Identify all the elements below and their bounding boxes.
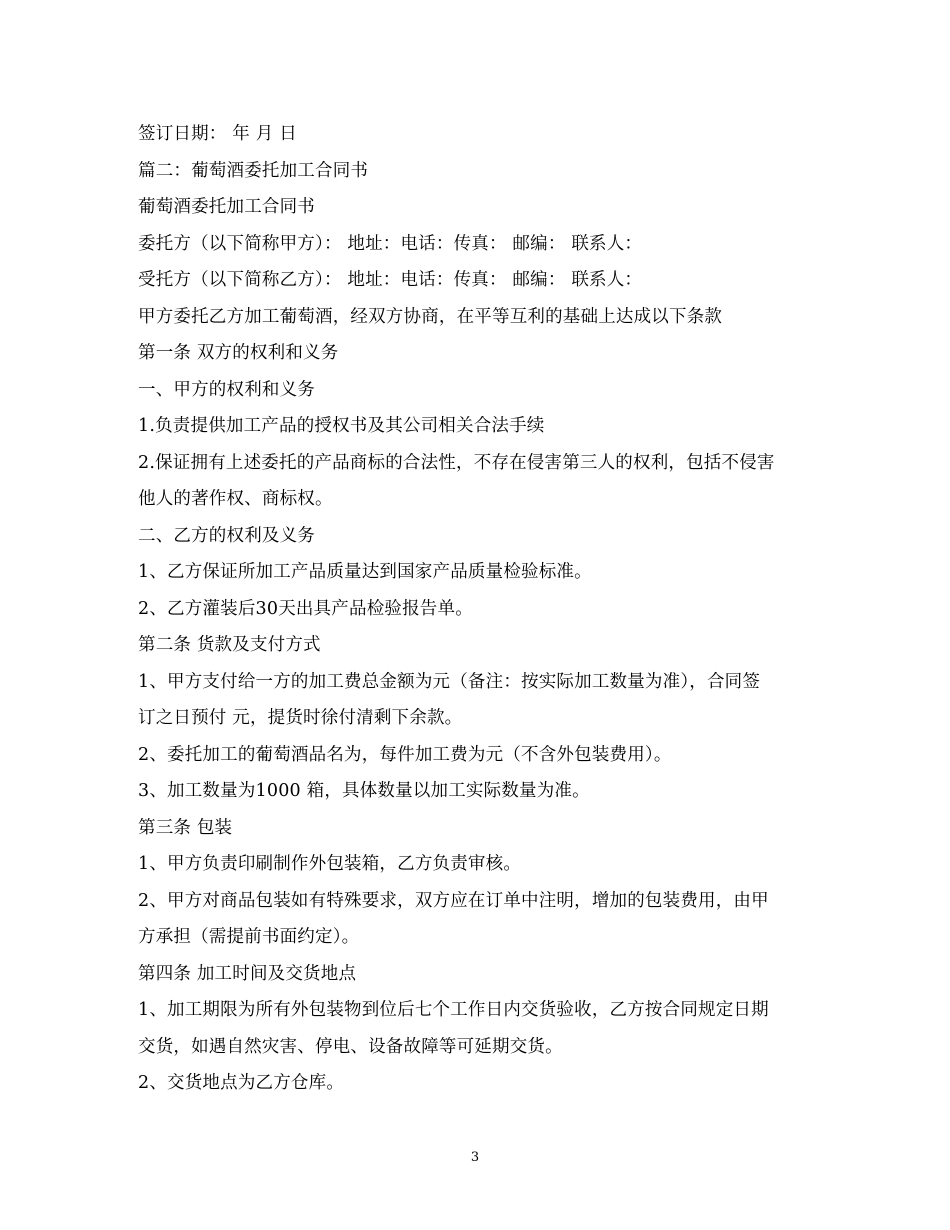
clause-text: 2、委托加工的葡萄酒品名为，每件加工费为元（不含外包装费用）。: [138, 744, 672, 765]
party-a-info: 委托方（以下简称甲方）： 地址：电话：传真： 邮编： 联系人：: [138, 233, 643, 254]
clause-text: 2.保证拥有上述委托的产品商标的合法性，不存在侵害第三人的权利，包括不侵害: [138, 452, 775, 473]
section-heading: 二、乙方的权利及义务: [138, 525, 315, 546]
signing-date-line: 签订日期： 年 月 日: [138, 124, 297, 144]
section-heading: 一、甲方的权利和义务: [138, 379, 315, 400]
clause-text: 2、乙方灌装后30天出具产品检验报告单。: [138, 598, 473, 619]
article-1-heading: 第一条 双方的权利和义务: [138, 343, 339, 363]
party-b-info: 受托方（以下简称乙方）： 地址：电话：传真： 邮编： 联系人：: [138, 270, 643, 290]
clause-text: 1、甲方负责印刷制作外包装箱，乙方负责审核。: [138, 854, 522, 874]
clause-text: 3、加工数量为1000 箱，具体数量以加工实际数量为准。: [138, 781, 590, 801]
contract-title: 葡萄酒委托加工合同书: [138, 197, 315, 217]
chapter-heading: 篇二：葡萄酒委托加工合同书: [138, 160, 369, 181]
page-number: 3: [470, 1150, 480, 1165]
clause-text: 1、甲方支付给一方的加工费总金额为元（备注：按实际加工数量为准），合同签: [138, 671, 761, 692]
document-body: [138, 116, 818, 1102]
article-2-heading: 第二条 货款及支付方式: [138, 635, 321, 655]
clause-text: 1.负责提供加工产品的授权书及其公司相关合法手续: [138, 416, 545, 436]
clause-text: 交货，如遇自然灾害、停电、设备故障等可延期交货。: [138, 1036, 563, 1057]
clause-text: 订之日预付 元，提货时徐付清剩下余款。: [138, 708, 463, 728]
clause-text: 1、乙方保证所加工产品质量达到国家产品质量检验标准。: [138, 562, 592, 582]
clause-text: 方承担（需提前书面约定）。: [138, 927, 360, 947]
article-4-heading: 第四条 加工时间及交货地点: [138, 963, 357, 984]
clause-text: 1、加工期限为所有外包装物到位后七个工作日内交货验收，乙方按合同规定日期: [138, 1000, 769, 1020]
clause-text: 2、交货地点为乙方仓库。: [138, 1073, 345, 1093]
preamble-text: 甲方委托乙方加工葡萄酒，经双方协商，在平等互利的基础上达成以下条款: [138, 306, 723, 327]
clause-text: 他人的著作权、商标权。: [138, 489, 333, 509]
clause-text: 2、甲方对商品包装如有特殊要求，双方应在订单中注明，增加的包装费用，由甲: [138, 890, 769, 911]
article-3-heading: 第三条 包装: [138, 817, 233, 838]
